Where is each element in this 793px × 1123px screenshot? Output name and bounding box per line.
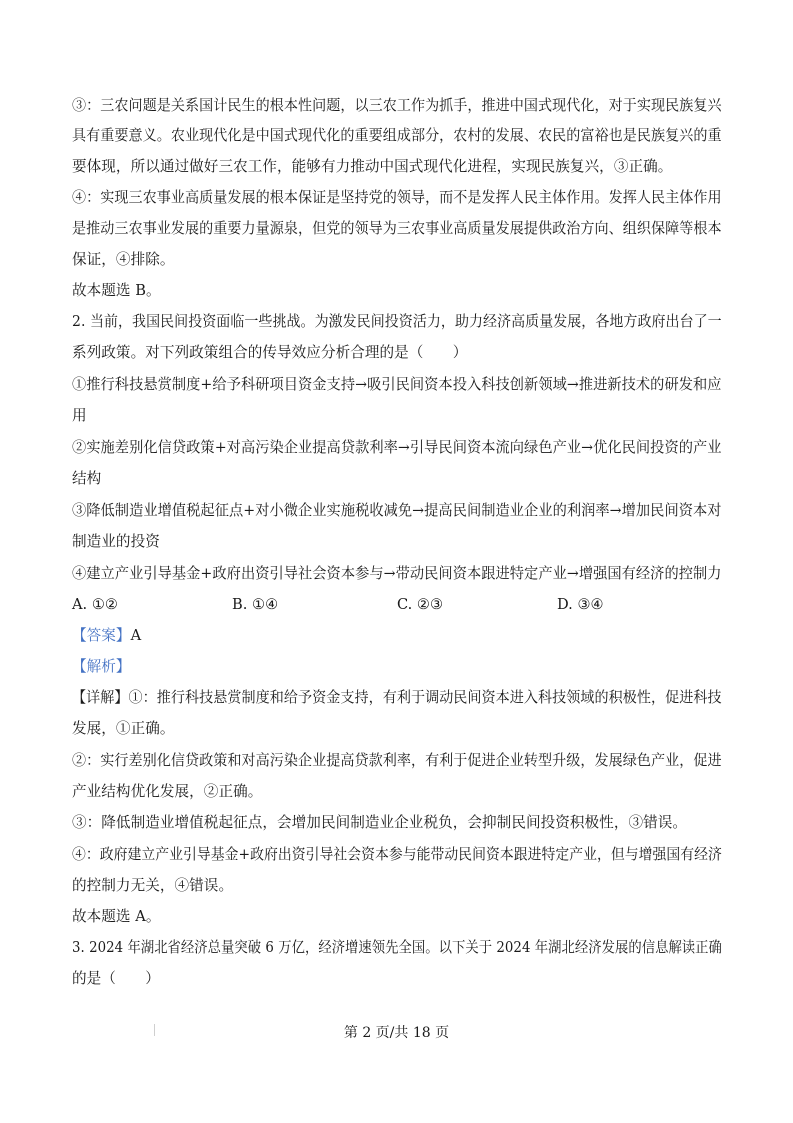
detail-text: ①：推行科技悬赏制度和给予资金支持，有利于调动民间资本进入科技领域的积极性，促进科技 [128,689,722,706]
text-line: 具有重要意义。农业现代化是中国式现代化的重要组成部分，农村的发展、农民的富裕也是民族复兴的重 [72,127,722,144]
text-line: 是推动三农事业发展的重要力量源泉，但党的领导为三农事业高质量发展提供政治方向、组织保障等根本 [72,220,722,237]
text-line: 故本题选 A。 [72,908,161,925]
statement-3: 制造业的投资 [72,533,160,550]
question-2-stem: 2. 当前，我国民间投资面临一些挑战。为激发民间投资活力，助力经济高质量发展，各地方政府出台了一 [72,313,722,330]
answer-value: A [130,627,142,644]
text-line: 的控制力无关，④错误。 [72,877,234,894]
text-line: 要体现，所以通过做好三农工作，能够有力推动中国式现代化进程，实现民族复兴，③正确。 [72,158,673,175]
detail-line [72,688,722,708]
analysis-line [72,657,131,677]
option-a: A. ①② [72,596,118,613]
text-line: 保证，④排除。 [72,251,175,268]
option-c: C. ②③ [397,596,444,613]
statement-2: ②实施差别化信贷政策+对高污染企业提高贷款利率→引导民间资本流向绿色产业→优化民间投资的产业 [72,439,722,456]
question-3-stem: 3. 2024 年湖北省经济总量突破 6 万亿，经济增速领先全国。以下关于 2024 年湖北经济发展的信息解读正确 [72,939,722,956]
text-line: ④：政府建立产业引导基金+政府出资引导社会资本参与能带动民间资本跟进特定产业，但与增强国有经济 [72,846,722,863]
statement-2: 结构 [72,470,102,487]
statement-4: ④建立产业引导基金+政府出资引导社会资本参与→带动民间资本跟进特定产业→增强国有经济的控制力 [72,565,722,582]
text-line: 产业结构优化发展，②正确。 [72,783,263,800]
answer-label: 【答案】 [72,627,131,644]
text-line: ③：三农问题是关系国计民生的根本性问题，以三农工作为抓手，推进中国式现代化，对于实现民族复兴 [72,97,722,114]
question-3-stem: 的是（ ） [72,970,160,987]
text-line: ④：实现三农事业高质量发展的根本保证是坚持党的领导，而不是发挥人民主体作用。发挥人民主体作用 [72,189,722,206]
detail-label: 【详解】 [72,689,129,706]
statement-3: ③降低制造业增值税起征点+对小微企业实施税收减免→提高民间制造业企业的利润率→增加民间资本对 [72,502,722,519]
analysis-label: 【解析】 [72,658,131,675]
text-line: ③：降低制造业增值税起征点，会增加民间制造业企业税负，会抑制民间投资积极性，③错误。 [72,814,688,831]
text-line: 故本题选 B。 [72,282,161,299]
text-line: 发展，①正确。 [72,720,175,737]
page-number: 第 2 页/共 18 页 [343,1025,450,1041]
option-b: B. ①④ [232,596,279,613]
answer-line [72,626,141,646]
statement-1: 用 [72,407,87,424]
text-line: ②：实行差别化信贷政策和对高污染企业提高贷款利率，有利于促进企业转型升级，发展绿色产业，促进 [72,752,722,769]
question-2-stem: 系列政策。对下列政策组合的传导效应分析合理的是（ ） [72,344,468,361]
option-d: D. ③④ [557,596,604,613]
statement-1: ①推行科技悬赏制度+给予科研项目资金支持→吸引民间资本投入科技创新领域→推进新技术的研发和应 [72,376,722,393]
